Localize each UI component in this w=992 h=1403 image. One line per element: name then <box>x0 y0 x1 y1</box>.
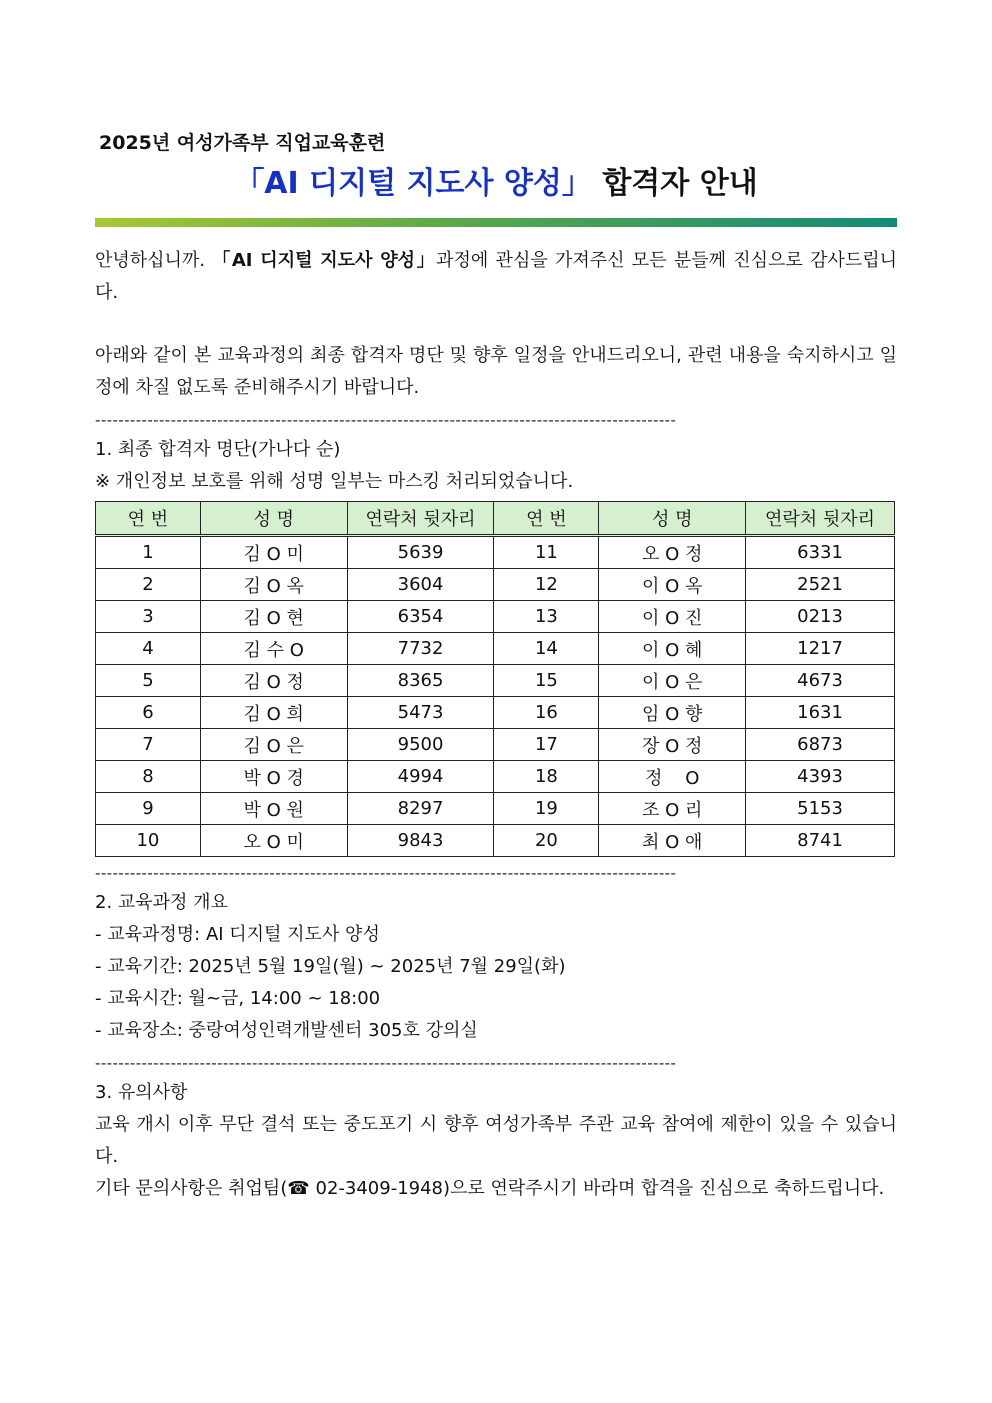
divider: ---------------------------------------------------------------------------------------------------- <box>95 1054 677 1072</box>
table-cell: 4673 <box>746 665 895 697</box>
table-cell: 4 <box>96 633 201 665</box>
table-cell: 6331 <box>746 536 895 569</box>
intro-paragraph-2: 아래와 같이 본 교육과정의 최종 합격자 명단 및 향후 일정을 안내드리오니, 관련 내용을 숙지하시고 일정에 차질 없도록 준비해주시기 바랍니다. <box>95 345 897 398</box>
table-cell: 5 <box>96 665 201 697</box>
table-cell: 박 O 원 <box>200 793 347 825</box>
table-cell: 8365 <box>347 665 494 697</box>
table-cell: 14 <box>494 633 599 665</box>
table-cell: 1631 <box>746 697 895 729</box>
table-row <box>96 633 895 665</box>
notice-paragraph-2: 기타 문의사항은 취업팀(☎ 02-3409-1948)으로 연락주시기 바라며 합격을 진심으로 축하드립니다. <box>95 1178 885 1199</box>
table-cell: 김 O 옥 <box>200 569 347 601</box>
table-cell: 4994 <box>347 761 494 793</box>
table-cell: 7732 <box>347 633 494 665</box>
divider: ---------------------------------------------------------------------------------------------------- <box>95 864 677 882</box>
table-cell: 2 <box>96 569 201 601</box>
table-cell: 0213 <box>746 601 895 633</box>
table-cell: 이 O 은 <box>599 665 746 697</box>
table-cell: 8 <box>96 761 201 793</box>
document-subtitle: 2025년 여성가족부 직업교육훈련 <box>99 132 386 154</box>
section3-heading: 3. 유의사항 <box>95 1082 188 1103</box>
table-cell: 김 O 현 <box>200 601 347 633</box>
table-cell: 9843 <box>347 825 494 857</box>
notice-paragraph-1: 교육 개시 이후 무단 결석 또는 중도포기 시 향후 여성가족부 주관 교육 참여에 제한이 있을 수 있습니다. <box>95 1114 897 1167</box>
column-header: 연 번 <box>494 502 599 536</box>
table-cell: 최 O 애 <box>599 825 746 857</box>
table-cell: 10 <box>96 825 201 857</box>
table-row <box>96 569 895 601</box>
section1-note: ※ 개인정보 보호를 위해 성명 일부는 마스킹 처리되었습니다. <box>95 471 574 492</box>
table-cell: 오 O 정 <box>599 536 746 569</box>
table-cell: 11 <box>494 536 599 569</box>
table-cell: 정 O <box>599 761 746 793</box>
table-row <box>96 697 895 729</box>
overview-location: - 교육장소: 중랑여성인력개발센터 305호 강의실 <box>95 1020 478 1041</box>
column-header: 성 명 <box>200 502 347 536</box>
table-cell: 임 O 향 <box>599 697 746 729</box>
section2-heading: 2. 교육과정 개요 <box>95 892 228 913</box>
table-cell: 박 O 경 <box>200 761 347 793</box>
table-cell: 5639 <box>347 536 494 569</box>
table-cell: 18 <box>494 761 599 793</box>
divider: ---------------------------------------------------------------------------------------------------- <box>95 411 677 429</box>
table-row <box>96 729 895 761</box>
intro-paragraph-1 <box>95 245 897 309</box>
table-cell: 김 수 O <box>200 633 347 665</box>
table-cell: 7 <box>96 729 201 761</box>
table-cell: 3 <box>96 601 201 633</box>
table-cell: 9500 <box>347 729 494 761</box>
table-cell: 9 <box>96 793 201 825</box>
column-header: 연 번 <box>96 502 201 536</box>
overview-period: - 교육기간: 2025년 5월 19일(월) ~ 2025년 7월 29일(화) <box>95 956 566 977</box>
document-title <box>95 160 897 208</box>
column-header: 연락처 뒷자리 <box>347 502 494 536</box>
table-cell: 3604 <box>347 569 494 601</box>
table-cell: 오 O 미 <box>200 825 347 857</box>
table-cell: 김 O 정 <box>200 665 347 697</box>
table-cell: 조 O 리 <box>599 793 746 825</box>
title-suffix: 합격자 안내 <box>602 166 758 201</box>
intro-p1-pre: 안녕하십니까. <box>95 250 213 271</box>
table-cell: 13 <box>494 601 599 633</box>
table-cell: 8297 <box>347 793 494 825</box>
table-cell: 8741 <box>746 825 895 857</box>
table-cell: 1217 <box>746 633 895 665</box>
table-cell: 2521 <box>746 569 895 601</box>
table-cell: 6354 <box>347 601 494 633</box>
passer-table <box>95 501 895 857</box>
intro-p1-post: 과정에 관심을 가져주신 모든 분들께 진심으로 감사드립니다. <box>95 250 898 303</box>
section1-heading: 1. 최종 합격자 명단(가나다 순) <box>95 439 341 460</box>
column-header: 연락처 뒷자리 <box>746 502 895 536</box>
document-page <box>95 128 897 1205</box>
table-row <box>96 761 895 793</box>
table-row <box>96 825 895 857</box>
table-header-row <box>96 502 895 536</box>
table-cell: 17 <box>494 729 599 761</box>
title-gradient-rule <box>95 218 897 227</box>
table-cell: 19 <box>494 793 599 825</box>
table-row <box>96 536 895 569</box>
table-cell: 6873 <box>746 729 895 761</box>
table-cell: 20 <box>494 825 599 857</box>
table-cell: 이 O 진 <box>599 601 746 633</box>
table-row <box>96 601 895 633</box>
table-body <box>96 536 895 857</box>
table-cell: 1 <box>96 536 201 569</box>
overview-course-name: - 교육과정명: AI 디지털 지도사 양성 <box>95 924 380 945</box>
overview-hours: - 교육시간: 월~금, 14:00 ~ 18:00 <box>95 988 381 1009</box>
table-cell: 김 O 은 <box>200 729 347 761</box>
table-cell: 김 O 미 <box>200 536 347 569</box>
column-header: 성 명 <box>599 502 746 536</box>
table-cell: 5473 <box>347 697 494 729</box>
title-course-name: 「AI 디지털 지도사 양성」 <box>234 166 592 201</box>
table-cell: 5153 <box>746 793 895 825</box>
table-row <box>96 665 895 697</box>
table-row <box>96 793 895 825</box>
table-cell: 장 O 정 <box>599 729 746 761</box>
table-cell: 6 <box>96 697 201 729</box>
table-cell: 12 <box>494 569 599 601</box>
table-cell: 4393 <box>746 761 895 793</box>
table-cell: 16 <box>494 697 599 729</box>
table-cell: 김 O 희 <box>200 697 347 729</box>
table-cell: 15 <box>494 665 599 697</box>
table-cell: 이 O 혜 <box>599 633 746 665</box>
intro-course-name: 「AI 디지털 지도사 양성」 <box>212 250 437 271</box>
table-cell: 이 O 옥 <box>599 569 746 601</box>
